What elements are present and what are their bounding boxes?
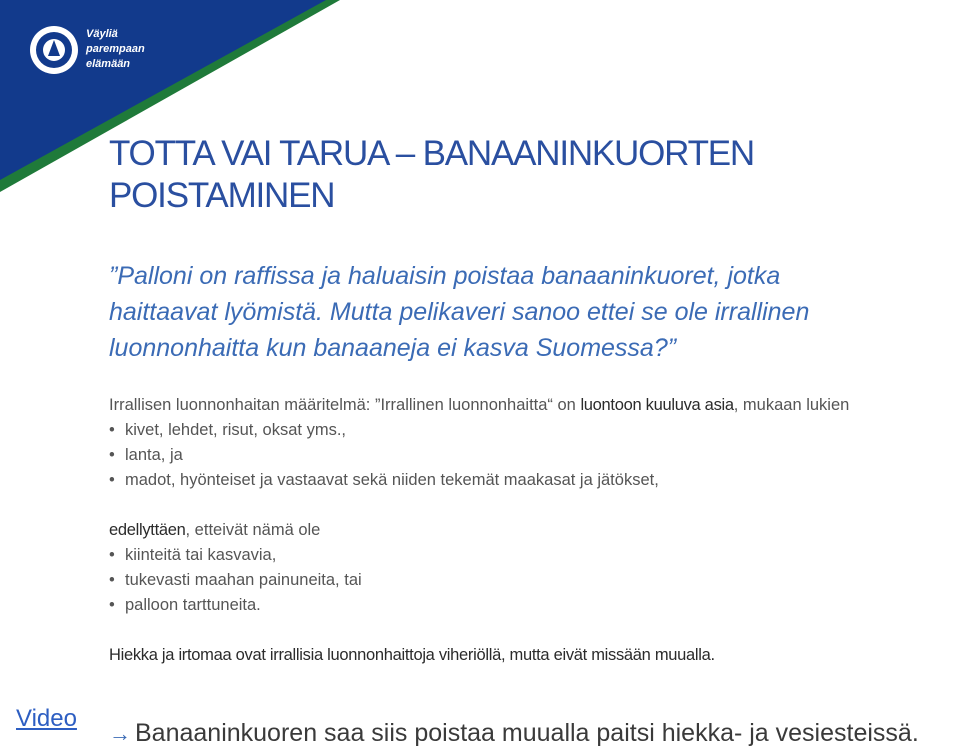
- logo-text-1: Väyliä: [86, 28, 118, 40]
- golf-federation-logo: [28, 20, 148, 80]
- condition-highlight: edellyttäen: [109, 521, 186, 539]
- definition: [109, 393, 959, 418]
- list-item: • kiinteitä tai kasvavia,: [109, 543, 959, 568]
- logo-text-2: parempaan: [86, 43, 145, 55]
- list-item: • kivet, lehdet, risut, oksat yms.,: [109, 418, 959, 443]
- conclusion: [109, 717, 959, 750]
- condition: [109, 518, 959, 543]
- video-link[interactable]: Video: [16, 705, 77, 732]
- rule-body: [109, 393, 959, 668]
- arrow-right-icon: →: [109, 721, 131, 746]
- title-line-1: TOTTA VAI TARUA – BANAANINKUORTEN: [109, 134, 755, 173]
- list-item: • tukevasti maahan painuneita, tai: [109, 568, 959, 593]
- sand-note: Hiekka ja irtomaa ovat irrallisia luonnonhaittoja viheriöllä, mutta eivät missään muualla.: [109, 646, 715, 664]
- list-item: • lanta, ja: [109, 443, 959, 468]
- natural-items-list: [109, 418, 959, 493]
- slide-title: [109, 133, 929, 217]
- quote-line-3: luonnonhaitta kun banaaneja ei kasva Suomessa?”: [109, 334, 677, 362]
- list-item: • madot, hyönteiset ja vastaavat sekä niiden tekemät maakasat ja jätökset,: [109, 468, 959, 493]
- conditions-list: [109, 543, 959, 618]
- quote-line-1: ”Palloni on raffissa ja haluaisin poistaa banaaninkuoret, jotka: [109, 262, 781, 290]
- definition-highlight: luontoon kuuluva asia: [580, 396, 734, 414]
- title-line-2: POISTAMINEN: [109, 176, 335, 215]
- conclusion-text: Banaaninkuoren saa siis poistaa muualla paitsi hiekka- ja vesiesteissä.: [135, 719, 919, 747]
- definition-prefix: Irrallisen luonnonhaitan määritelmä: ”Irrallinen luonnonhaitta“ on: [109, 396, 581, 414]
- quote-line-2: haittaavat lyömistä. Mutta pelikaveri sanoo ettei se ole irrallinen: [109, 298, 810, 326]
- logo-text-3: elämään: [86, 58, 131, 70]
- list-item: • palloon tarttuneita.: [109, 593, 959, 618]
- definition-suffix: , mukaan lukien: [733, 396, 850, 414]
- condition-suffix: , etteivät nämä ole: [185, 521, 321, 539]
- question-quote: [109, 258, 949, 366]
